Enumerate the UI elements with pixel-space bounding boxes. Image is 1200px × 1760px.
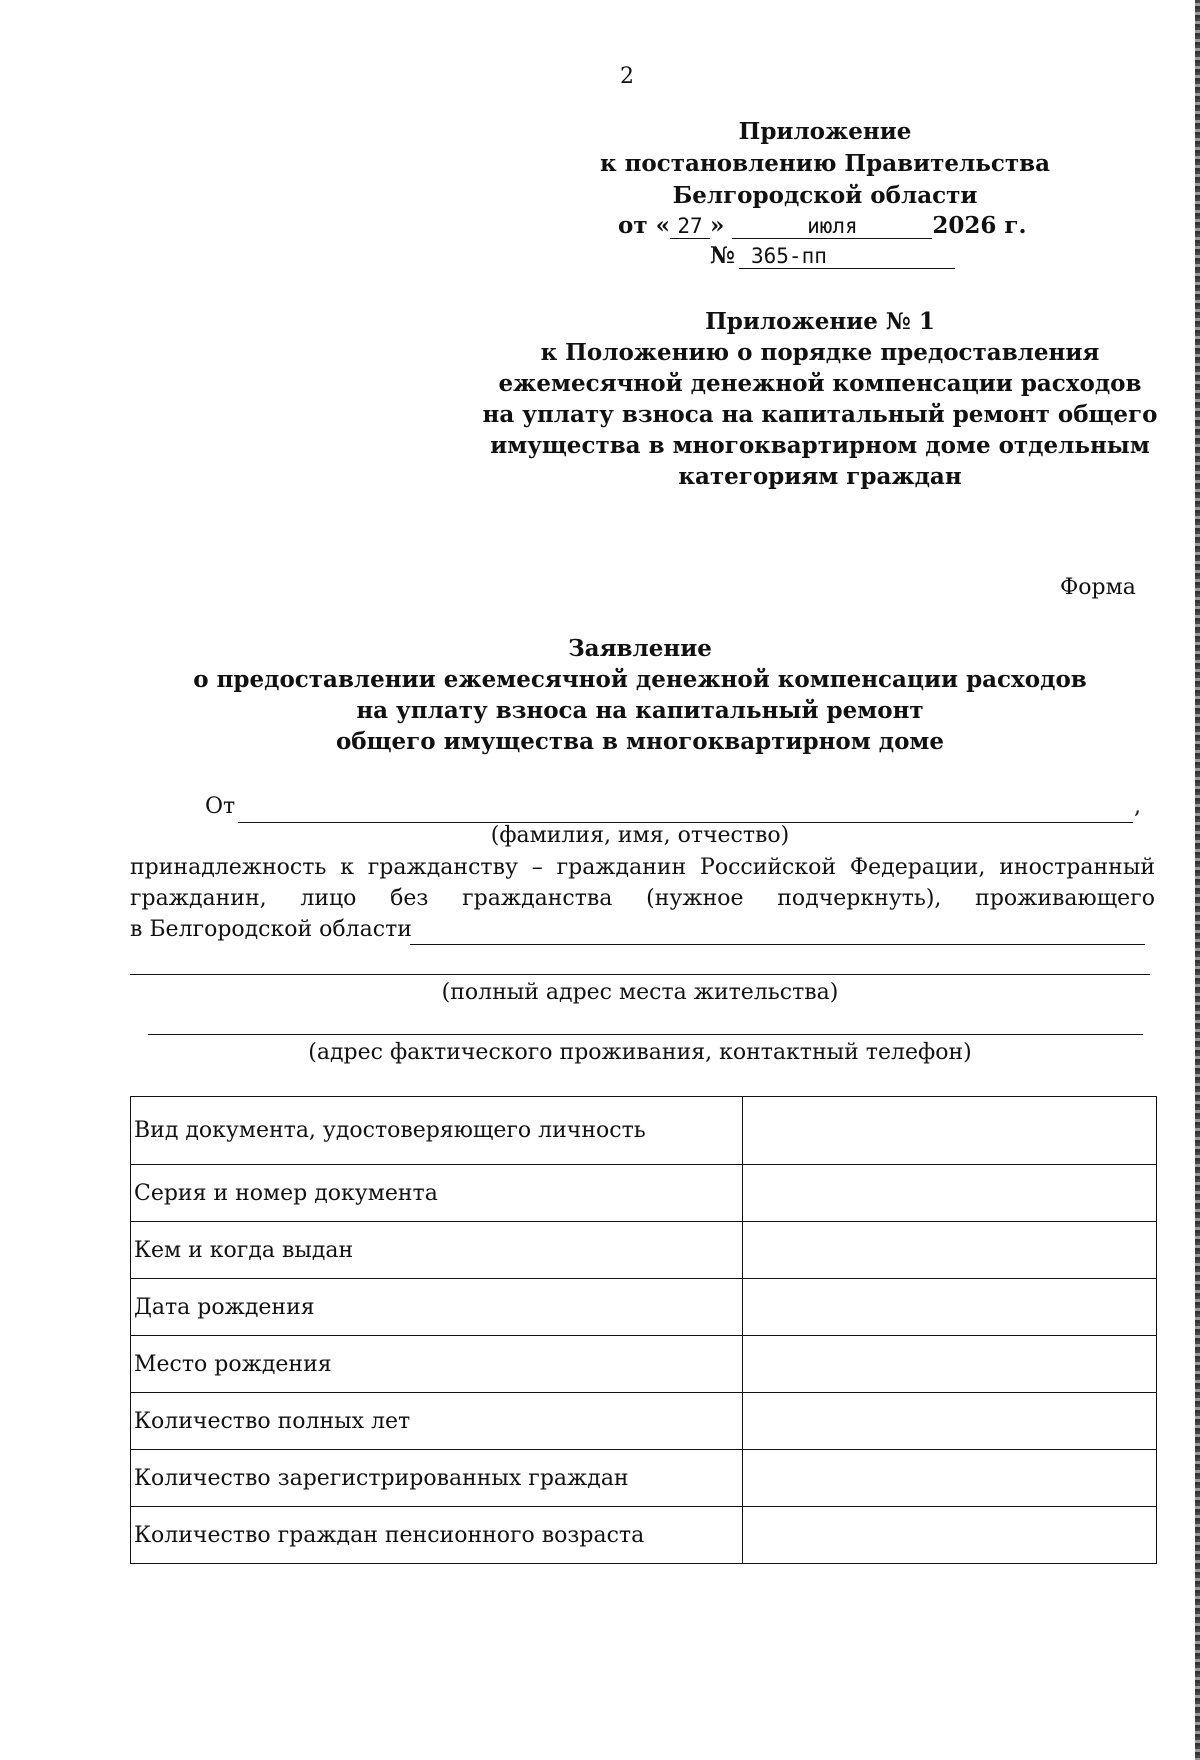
row-label: Место рождения bbox=[131, 1336, 743, 1393]
row-value-cell[interactable] bbox=[743, 1507, 1157, 1564]
statement-line-3: на уплату взноса на капитальный ремонт bbox=[356, 697, 924, 724]
date-month: июля bbox=[732, 214, 932, 239]
form-label: Форма bbox=[1060, 575, 1136, 600]
address-caption: (полный адрес места жительства) bbox=[441, 980, 839, 1005]
actual-caption: (адрес фактического проживания, контактный телефон) bbox=[308, 1040, 972, 1065]
table-row bbox=[131, 1507, 1157, 1564]
table-row bbox=[131, 1336, 1157, 1393]
row-label: Количество полных лет bbox=[131, 1393, 743, 1450]
statement-line-2: о предоставлении ежемесячной денежной компенсации расходов bbox=[193, 666, 1087, 693]
residence-field-line[interactable] bbox=[410, 944, 1145, 945]
statement-title: Заявление bbox=[568, 635, 712, 662]
row-value-cell[interactable] bbox=[743, 1450, 1157, 1507]
row-label: Количество граждан пенсионного возраста bbox=[131, 1507, 743, 1564]
table-row bbox=[131, 1279, 1157, 1336]
personal-data-table bbox=[130, 1096, 1157, 1564]
number-prefix: № bbox=[710, 242, 735, 269]
citizenship-word: без bbox=[390, 886, 429, 911]
row-label: Вид документа, удостоверяющего личность bbox=[131, 1097, 743, 1165]
row-label: Серия и номер документа bbox=[131, 1165, 743, 1222]
appendix-line-6: категориям граждан bbox=[678, 463, 962, 490]
scan-edge bbox=[1195, 0, 1200, 1760]
table-row bbox=[131, 1165, 1157, 1222]
annex-number-line bbox=[710, 242, 970, 274]
citizenship-word: гражданства bbox=[462, 886, 613, 911]
table-row bbox=[131, 1450, 1157, 1507]
actual-address-field-line[interactable] bbox=[148, 1034, 1143, 1035]
table-row bbox=[131, 1393, 1157, 1450]
annex-date-line bbox=[618, 212, 1038, 244]
citizenship-word: гражданин, bbox=[130, 886, 267, 911]
row-value-cell[interactable] bbox=[743, 1165, 1157, 1222]
appendix-line-2: к Положению о порядке предоставления bbox=[540, 339, 1100, 366]
annex-line2: к постановлению Правительства bbox=[599, 150, 1051, 177]
row-value-cell[interactable] bbox=[743, 1279, 1157, 1336]
citizenship-word: лицо bbox=[300, 886, 357, 911]
citizenship-line-1: принадлежность к гражданству – гражданин Российской Федерации, иностранный bbox=[130, 855, 1155, 880]
appendix-line-1: Приложение № 1 bbox=[705, 308, 935, 335]
statement-line-4: общего имущества в многоквартирном доме bbox=[335, 728, 945, 755]
date-prefix: от « bbox=[618, 212, 670, 239]
row-label: Дата рождения bbox=[131, 1279, 743, 1336]
citizenship-word: подчеркнуть), bbox=[777, 886, 942, 911]
row-value-cell[interactable] bbox=[743, 1222, 1157, 1279]
row-value-cell[interactable] bbox=[743, 1336, 1157, 1393]
residence-field-line-2[interactable] bbox=[130, 974, 1150, 975]
from-comma: , bbox=[1134, 794, 1141, 819]
fio-caption: (фамилия, имя, отчество) bbox=[490, 823, 790, 848]
page-number: 2 bbox=[620, 64, 634, 89]
table-row bbox=[131, 1222, 1157, 1279]
region-label: в Белгородской области bbox=[130, 917, 412, 942]
citizenship-line-2 bbox=[130, 886, 1155, 911]
citizenship-word: (нужное bbox=[646, 886, 744, 911]
row-value-cell[interactable] bbox=[743, 1097, 1157, 1165]
appendix-line-5: имущества в многоквартирном доме отдельным bbox=[490, 432, 1150, 459]
table-row bbox=[131, 1097, 1157, 1165]
row-label: Количество зарегистрированных граждан bbox=[131, 1450, 743, 1507]
appendix-line-3: ежемесячной денежной компенсации расходов bbox=[498, 370, 1142, 397]
annex-line3: Белгородской области bbox=[672, 182, 978, 209]
row-value-cell[interactable] bbox=[743, 1393, 1157, 1450]
from-label: От bbox=[205, 794, 236, 819]
date-mid: » bbox=[709, 212, 725, 239]
date-year: 2026 г. bbox=[932, 212, 1027, 239]
number-value: 365-пп bbox=[739, 244, 955, 269]
annex-title: Приложение bbox=[738, 118, 912, 145]
date-day: 27 bbox=[670, 214, 710, 239]
citizenship-word: проживающего bbox=[975, 886, 1155, 911]
appendix-line-4: на уплату взноса на капитальный ремонт общего bbox=[482, 401, 1158, 428]
row-label: Кем и когда выдан bbox=[131, 1222, 743, 1279]
